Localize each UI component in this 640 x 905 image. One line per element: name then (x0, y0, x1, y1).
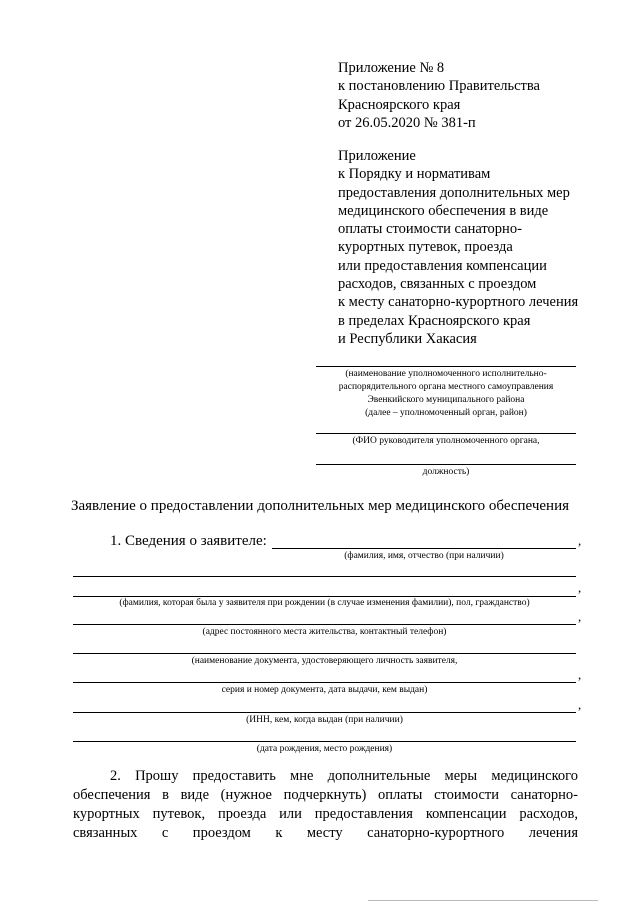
comma: , (578, 580, 582, 595)
annex-line: Приложение № 8 (338, 60, 445, 76)
fio-line[interactable] (272, 548, 576, 549)
document-title: Заявление о предоставлении дополнительных мер медицинского обеспечения (70, 498, 569, 514)
annex-line: от 26.05.2020 № 381-п (338, 114, 476, 131)
scan-edge-artifact (368, 900, 598, 901)
comma: , (578, 609, 582, 624)
sub-annex-line: медицинского обеспечения в виде (338, 202, 549, 219)
comma: , (578, 533, 582, 548)
comma: , (578, 667, 582, 682)
head-name-line[interactable] (316, 433, 576, 434)
birth-surname-line[interactable] (73, 596, 576, 597)
birth-surname-caption: (фамилия, которая была у заявителя при рождении (в случае изменения фамилии), пол, гражданство) (119, 598, 530, 608)
position-line[interactable] (316, 464, 576, 465)
sub-annex-line: оплаты стоимости санаторно- (338, 221, 522, 238)
fio-continuation-line[interactable] (73, 576, 576, 577)
birth-line[interactable] (73, 741, 576, 742)
section2-line: связанных с проездом к месту санаторно-курортного лечения (73, 825, 578, 841)
sub-annex-line: и Республики Хакасия (338, 330, 477, 347)
section2-line: 2. Прошу предоставить мне дополнительные меры медицинского (110, 768, 578, 784)
inn-line[interactable] (73, 712, 576, 713)
section1-label: 1. Сведения о заявителе: (110, 533, 267, 549)
annex-line: к постановлению Правительства (338, 78, 540, 95)
fio-caption: (фамилия, имя, отчество (при наличии) (344, 551, 504, 561)
org-caption: (наименование уполномоченного исполнительно- распорядительного органа местного самоуправления Эвенкийского муниципального района (далее – уполномоченный орган, район) (338, 369, 554, 418)
section2-paragraph (73, 767, 578, 843)
annex-header (338, 59, 638, 132)
sub-annex-line: в пределах Красноярского края (338, 312, 531, 329)
sub-annex-header (338, 147, 638, 348)
sub-annex-line: к Порядку и нормативам (338, 166, 491, 183)
sub-annex-line: курортных путевок, проезда (338, 239, 513, 256)
section2-line: курортных путевок, проезда или предоставления компенсации расходов, (73, 806, 578, 822)
sub-annex-line: Приложение (338, 148, 416, 164)
section2-line: обеспечения в виде (нужное подчеркнуть) оплаты стоимости санаторно- (73, 787, 578, 803)
sub-annex-line: расходов, связанных с проездом (338, 276, 537, 293)
annex-line: Красноярского края (338, 96, 461, 113)
sub-annex-line: к месту санаторно-курортного лечения (338, 294, 579, 311)
address-caption: (адрес постоянного места жительства, контактный телефон) (202, 627, 447, 637)
sub-annex-line: предоставления дополнительных мер (338, 184, 570, 201)
id-series-line[interactable] (73, 682, 576, 683)
id-doc-line[interactable] (73, 653, 576, 654)
sub-annex-line: или предоставления компенсации (338, 257, 547, 274)
address-line[interactable] (73, 624, 576, 625)
head-caption: (ФИО руководителя уполномоченного органа, (352, 436, 540, 446)
birth-caption: (дата рождения, место рождения) (256, 744, 393, 754)
inn-caption: (ИНН, кем, когда выдан (при наличии) (246, 715, 403, 725)
id-series-caption: серия и номер документа, дата выдачи, кем выдан) (221, 685, 428, 695)
comma: , (578, 697, 582, 712)
id-doc-caption: (наименование документа, удостоверяющего личность заявителя, (191, 656, 458, 666)
org-name-line[interactable] (316, 366, 576, 367)
position-caption: должность) (422, 467, 470, 477)
